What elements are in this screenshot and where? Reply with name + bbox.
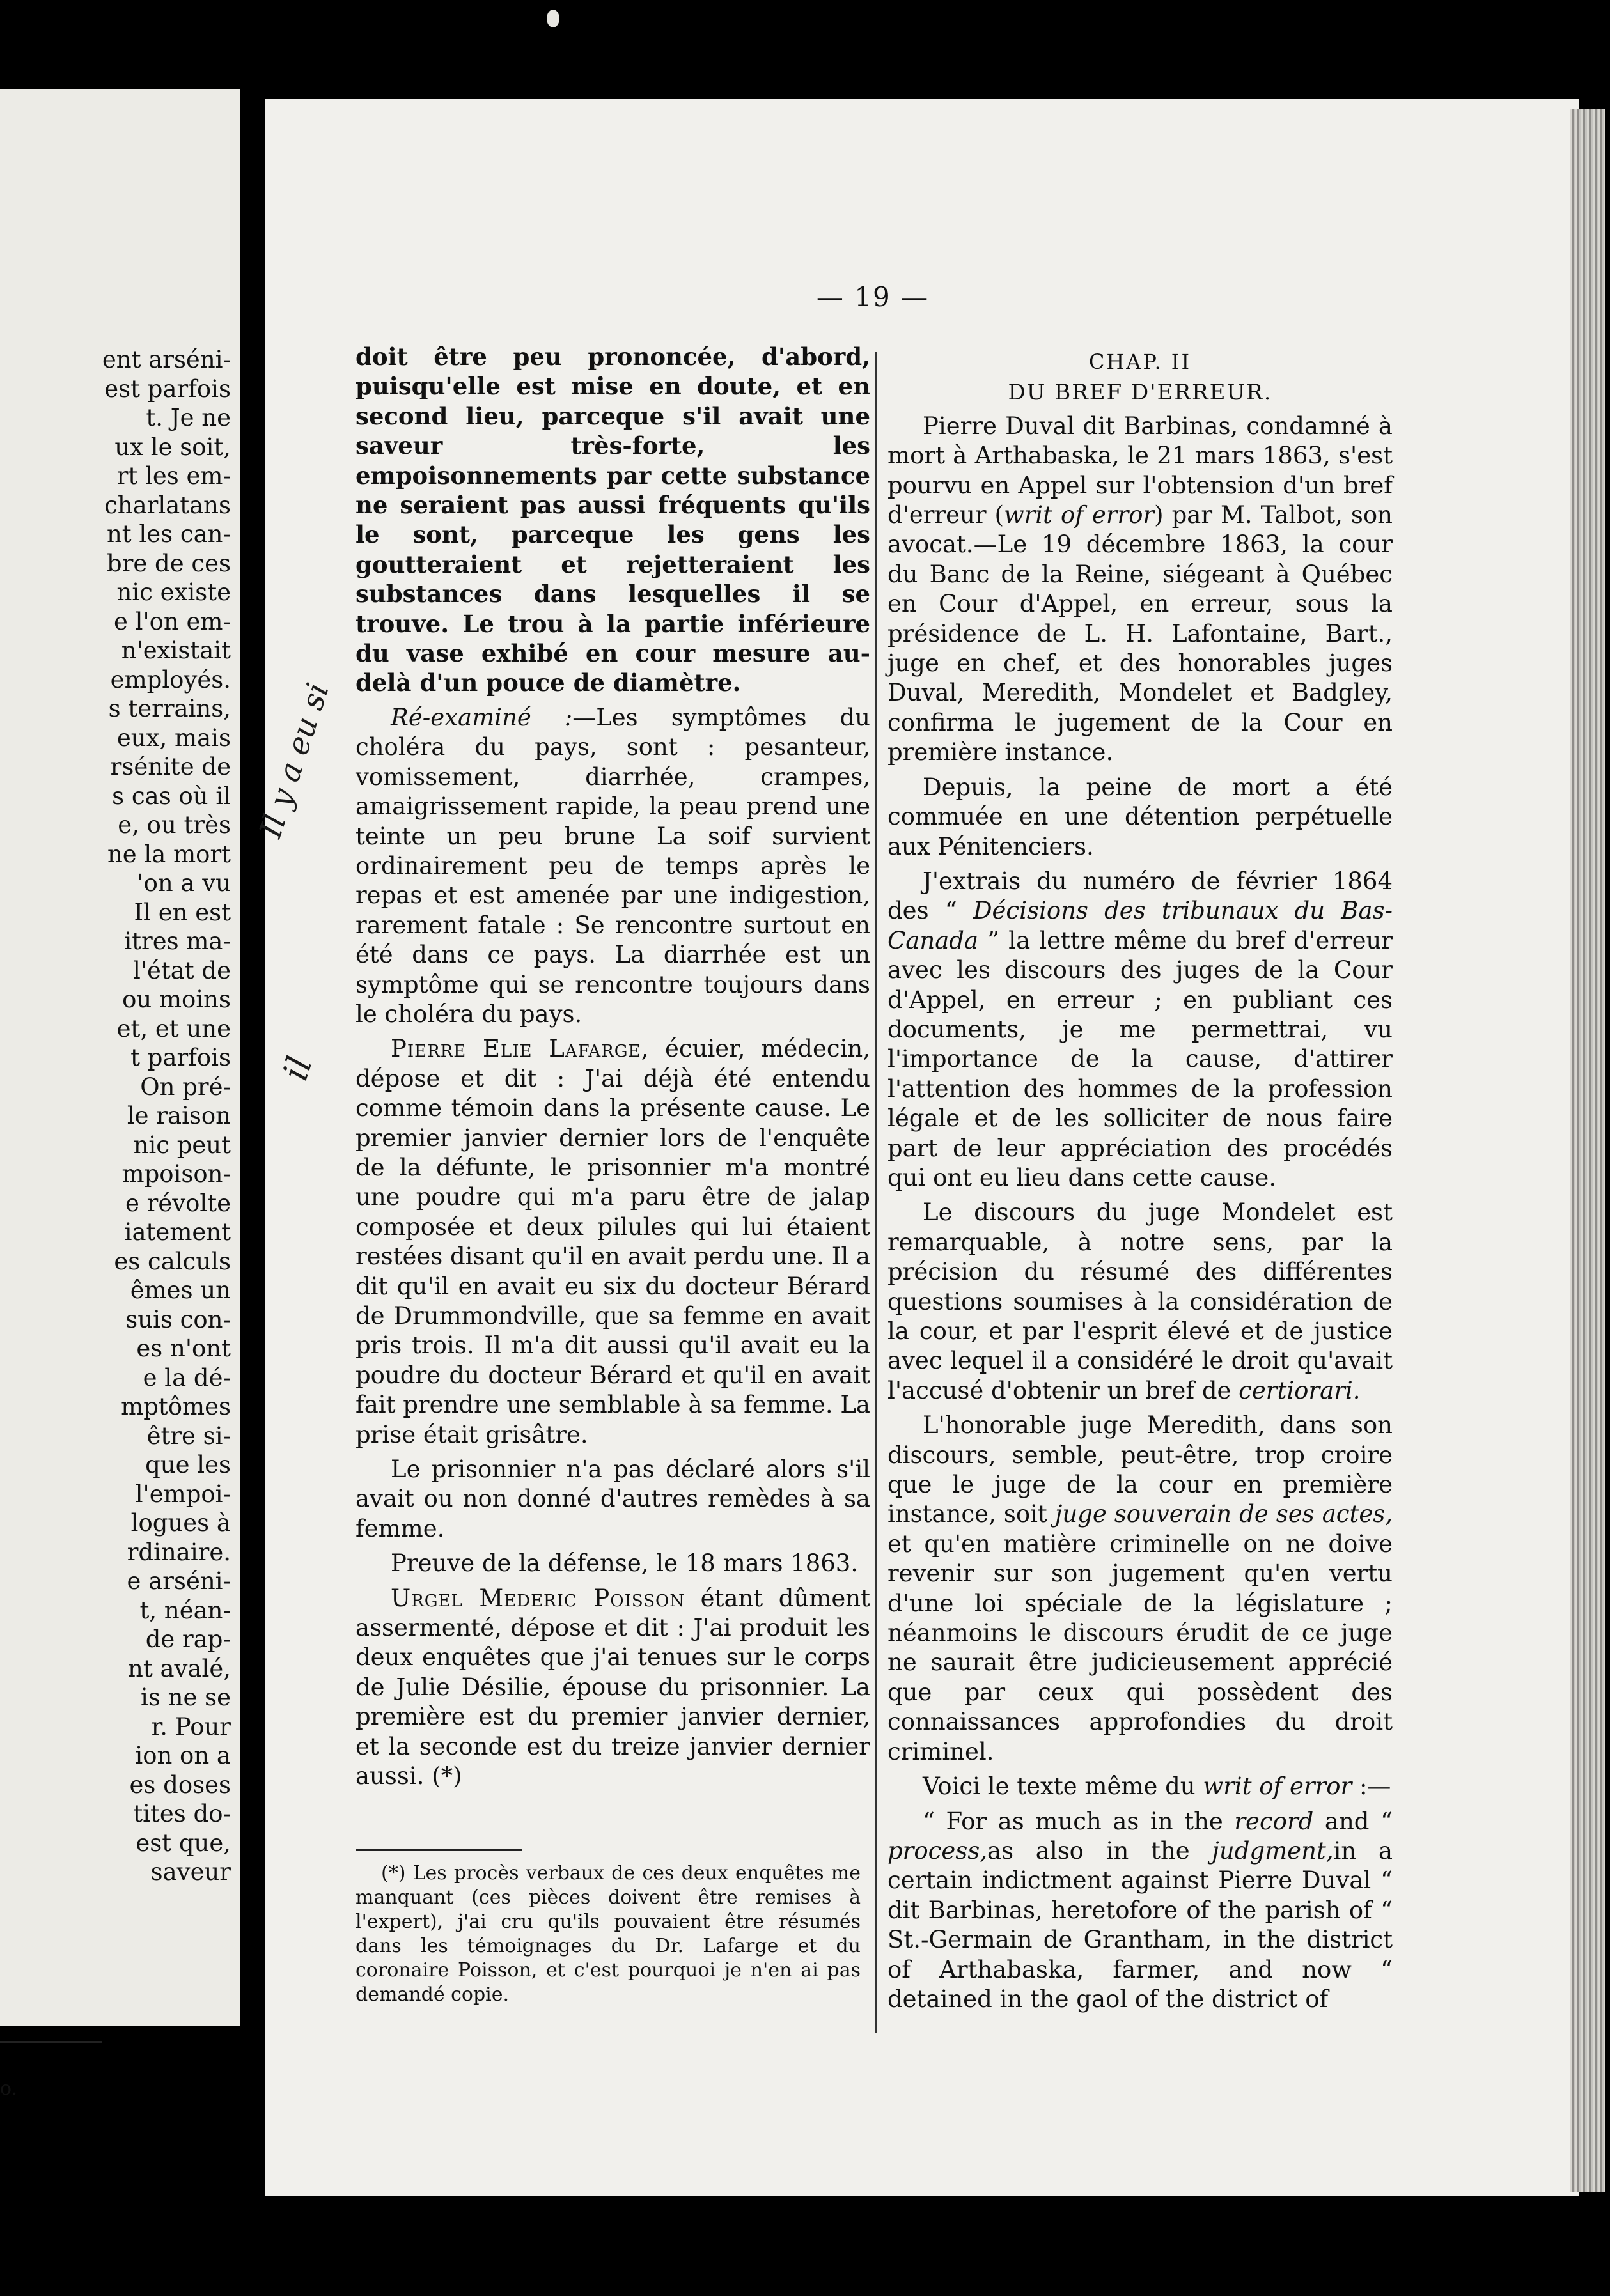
paragraph-prisoner: Le prisonnier n'a pas déclaré alors s'il avait ou non donné d'autres remèdes à sa femme. — [356, 1455, 870, 1542]
meredith-italic: juge souverain de ses actes, — [1054, 1500, 1393, 1528]
left-column — [356, 342, 870, 1797]
paragraph-mondelet — [887, 1198, 1393, 1406]
paragraph-writ-intro — [887, 1772, 1393, 1801]
paragraph-lafarge — [356, 1034, 870, 1450]
left-page-line: t, néan- — [139, 1596, 231, 1624]
mondelet-italic: certiorari. — [1239, 1376, 1361, 1404]
left-page-line: 'on a vu — [137, 869, 231, 897]
left-page-line: eux, mais — [116, 724, 231, 752]
left-page-line: charlatans — [104, 491, 231, 519]
left-page-line: es calculs — [114, 1247, 231, 1275]
writ-italic-process: process, — [887, 1836, 988, 1865]
right-column — [887, 342, 1393, 2019]
meredith-text-a: L'honorable juge Meredith, dans son discours, semble, peut-être, trop croire que le juge de la cour en première instance, soit — [887, 1411, 1393, 1528]
left-page-line: ou moins — [122, 986, 231, 1013]
left-page-line: e, ou très — [118, 811, 231, 839]
left-page-line: n'existait — [121, 637, 231, 664]
left-page-line: r. Pour — [151, 1712, 231, 1741]
duval-italic: writ of error — [1003, 501, 1155, 529]
chapter-title: DU BREF D'ERREUR. — [1008, 380, 1272, 406]
paragraph-commuted: Depuis, la peine de mort a été commuée en une détention perpétuelle aux Pénitenciers. — [887, 773, 1393, 860]
chapter-number: CHAP. II — [1088, 350, 1192, 374]
left-page-line: t parfois — [130, 1044, 231, 1071]
left-page-line: employés. — [110, 665, 231, 694]
left-page-line: itres ma- — [124, 927, 231, 955]
extract-text-a: J'extrais du numéro de février 1864 des “ — [887, 867, 1393, 925]
footnote — [356, 1861, 861, 2007]
writ-text-a: “ For as much as in the — [923, 1807, 1235, 1835]
left-page-footer: o. — [0, 2077, 18, 2100]
left-page-line: s terrains, — [108, 695, 231, 722]
left-page-line: s cas où il — [112, 782, 231, 810]
paragraph-extract — [887, 867, 1393, 1193]
witness-name-lafarge: Pierre Elie Lafarge, — [391, 1035, 650, 1063]
left-page-line: nt les can- — [106, 520, 231, 548]
left-page-line: l'empoi- — [135, 1480, 231, 1508]
left-page-line: saveur — [150, 1858, 231, 1886]
left-page-line: ne la mort — [107, 840, 231, 868]
witness-name-poisson: Urgel Mederic Poisson — [391, 1584, 685, 1612]
left-page-line: mptômes — [121, 1393, 231, 1420]
extract-text-b: ” la lettre même du bref d'erreur avec les discours des juges de la Cour d'Appel, en erreur ; en publiant ces documents, je me permettrai, vu l'importance de la cause, d'attirer l'attention des hommes de la profession légale et de les solliciter de nous faire part de leur appréciation des procédés qui ont eu lieu dans cette cause. — [887, 926, 1393, 1191]
reexamine-label: Ré-examiné : — [391, 703, 573, 731]
duval-text-a: Pierre Duval dit Barbinas, condamné à mort à Arthabaska, le 21 mars 1863, s'est pourvu en Appel sur l'obtension d'un bref d'erreur ( — [887, 412, 1393, 529]
handwritten-note: Il y a eu si — [253, 678, 336, 842]
left-page-line: de rap- — [145, 1625, 231, 1653]
writ-text-b: and “ — [1313, 1807, 1393, 1835]
left-page-line: e arséni- — [127, 1567, 231, 1595]
left-page-line: On pré- — [140, 1073, 231, 1101]
left-page-rule — [0, 2041, 102, 2043]
meredith-text-b: et qu'en matière criminelle on ne doive revenir sur son jugement qu'en vertu d'une loi spéciale de la législature ; néanmoins le discours érudit de ce juge ne saurait être judicieusement apprécié que par ceux qui possèdent des connaissances approfondies du droit criminel. — [887, 1530, 1393, 1765]
left-page-line: rt les em- — [116, 462, 231, 490]
left-page-line: es doses — [129, 1771, 231, 1799]
poisson-text: étant dûment assermenté, dépose et dit : J'ai produit les deux enquêtes que j'ai tenues sur le corps de Julie Désilie, épouse du prisonnier. La première est du premier janvier dernier, et la seconde est du treize janvier dernier aussi. (*) — [356, 1584, 870, 1790]
column-divider — [875, 352, 877, 2033]
left-page-line: rsénite de — [110, 753, 231, 780]
left-page-line: bre de ces — [107, 549, 231, 577]
left-page-line: tites do- — [133, 1800, 231, 1827]
left-page-line: nic existe — [116, 578, 231, 606]
paragraph-defense: Preuve de la défense, le 18 mars 1863. — [391, 1549, 859, 1578]
left-page-line: l'état de — [132, 956, 231, 984]
left-page-line: logues à — [130, 1509, 231, 1537]
lafarge-text: écuier, médecin, dépose et dit : J'ai déjà été entendu comme témoin dans la présente cause. Le premier janvier dernier lors de l'enquête de la défunte, le prisonnier m'a montré une poudre qui m'a paru être de jalap composée et deux pilules qui lui étaient restées disant qu'il en avait perdu une. Il a dit qu'il en avait eu six du docteur Bérard de Drummondville, que sa femme en avait pris trois. Il m'a dit aussi qu'il avait eu la poudre du docteur Bérard et qu'il en avait fait prendre une semblable à sa femme. La prise était grisâtre. — [356, 1035, 870, 1448]
left-page-line: iatement — [124, 1218, 231, 1246]
left-page-line: et, et une — [116, 1014, 231, 1043]
left-page-line: t. Je ne — [146, 404, 231, 431]
left-page-line: nt avalé, — [128, 1654, 231, 1682]
left-page-line: est parfois — [104, 375, 231, 403]
left-page-line: e révolte — [125, 1189, 231, 1217]
mondelet-text: Le discours du juge Mondelet est remarquable, à notre sens, par la précision du résumé des différentes questions soumises à la considération de la cour, et par l'esprit élevé et de justice avec lequel il a considéré le droit qu'avait l'accusé d'obtenir un bref de — [887, 1198, 1393, 1404]
left-page-line: ux le soit, — [114, 433, 231, 461]
left-page-text — [1, 345, 231, 1887]
left-page-line: le raison — [127, 1102, 231, 1129]
left-page-line: être si- — [146, 1422, 231, 1450]
writ-intro-italic: writ of error — [1203, 1772, 1352, 1801]
paragraph-meredith — [887, 1411, 1393, 1767]
left-page-line: is ne se — [141, 1684, 231, 1711]
writ-italic-record: record — [1234, 1807, 1314, 1835]
extract-italic: Décisions des tribunaux du Bas-Canada — [887, 897, 1393, 954]
paragraph-reexamine — [356, 703, 870, 1029]
footnote-rule — [356, 1849, 522, 1851]
ink-mark — [547, 10, 559, 27]
left-page — [0, 89, 240, 2100]
page-number: — 19 — — [816, 281, 930, 313]
left-page-line: nic peut — [133, 1131, 231, 1159]
footnote-text: (*) Les procès verbaux de ces deux enquêtes me manquant (ces pièces doivent être remises à l'expert), j'ai cru qu'ils pouvaient être résumés dans les témoignages du Dr. Lafarge et du coronaire Poisson, et c'est pourquoi je n'en ai pas demandé copie. — [356, 1862, 861, 2006]
left-page-line: rdinaire. — [127, 1538, 231, 1566]
writ-text-d: in a certain indictment against Pierre Duval “ dit Barbinas, heretofore of the parish of “ St.-Germain de Grantham, in the district of Arthabaska, farmer, and now “ detained in the gaol of the district of — [887, 1836, 1393, 2013]
left-page-line: ent arséni- — [102, 346, 231, 373]
duval-text-b: ) par M. Talbot, son avocat.—Le 19 décembre 1863, la cour du Banc de la Reine, siégeant à Québec en Cour d'Appel, en erreur, sous la présidence de L. H. Lafontaine, Bart., juge en chef, et des honorables juges Duval, Meredith, Mondelet et Badgley, confirma le jugement de la Cour en première instance. — [887, 501, 1393, 766]
writ-text-c: as also in the — [987, 1836, 1212, 1865]
handwritten-note-2: il — [274, 1051, 320, 1085]
left-page-line: e la dé- — [143, 1363, 231, 1392]
left-page-line: Il en est — [134, 898, 231, 926]
writ-italic-judgment: judgment, — [1212, 1836, 1334, 1865]
left-page-line: êmes un — [130, 1276, 231, 1304]
left-page-line: e l'on em- — [113, 607, 231, 635]
left-page-line: suis con- — [125, 1305, 231, 1333]
left-page-line: ion on a — [135, 1742, 231, 1769]
page-edge — [1570, 109, 1605, 2192]
left-page-line: est que, — [136, 1829, 231, 1857]
left-page-line: mpoison- — [121, 1160, 231, 1188]
paragraph-continuation: doit être peu prononcée, d'abord, puisqu'elle est mise en doute, et en second lieu, parceque s'il avait une saveur très-forte, les empoisonnements par cette substance ne seraient pas aussi fréquents qu'ils le sont, parceque les gens les goutteraient et rejetteraient les substances dans lesquelles il se trouve. Le trou à la partie inférieure du vase exhibé en cour mesure au-delà d'un pouce de diamètre. — [356, 343, 870, 697]
left-page-line: que les — [145, 1451, 231, 1478]
writ-intro-text-b: :— — [1352, 1772, 1391, 1801]
paragraph-duval — [887, 412, 1393, 768]
paragraph-poisson — [356, 1584, 870, 1792]
writ-intro-text: Voici le texte même du — [923, 1772, 1203, 1801]
paragraph-writ-text — [887, 1807, 1393, 2015]
left-page-line: es n'ont — [136, 1335, 231, 1362]
reexamine-text: —Les symptômes du choléra du pays, sont : pesanteur, vomissement, diarrhée, crampes, amaigrissement rapide, la peau prend une teinte un peu brune La soif survient ordinairement peu de temps après le repas et est amenée par une indigestion, rarement fatale : Se rencontre surtout en été dans ce pays. La diarrhée est un symptôme qui se rencontre toujours dans le choléra du pays. — [356, 703, 870, 1028]
